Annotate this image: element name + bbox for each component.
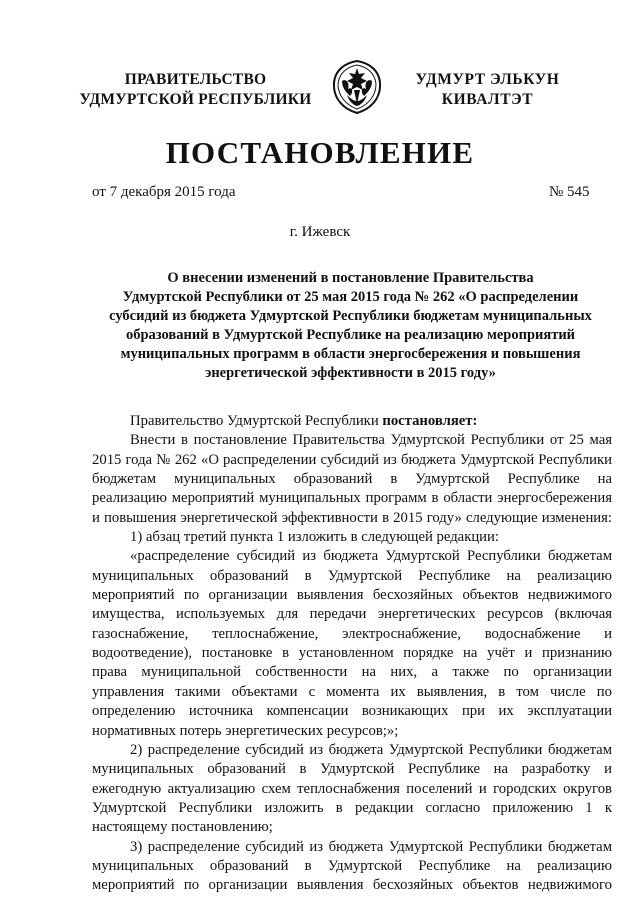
header-left-government-name [78,70,313,110]
body-line: Внести в постановление Правительства Удмуртской Республики от 25 мая [130,432,612,449]
title-line: муниципальных программ в области энергосбережения и повышения [120,346,581,362]
body-line: «распределение субсидий из бюджета Удмуртской Республики бюджетам [130,548,612,565]
body-line: 3) распределение субсидий из бюджета Удмуртской Республики бюджетам [130,838,612,855]
body-intro-line [92,412,612,431]
body-line: имущества, используемых для передачи энергетических ресурсов (включая [92,606,612,623]
body-line: 1) абзац третий пункта 1 изложить в следующей редакции: [130,529,499,546]
body-line: муниципальных образований в Удмуртской Республике на разработку и [92,761,612,778]
body-line: бюджетам муниципальных образований в Удмуртской Республике на [92,471,612,488]
header-left-line-1: ПРАВИТЕЛЬСТВО [124,71,267,88]
coat-of-arms-emblem [330,59,384,115]
body-line: муниципальных образований в Удмуртской Республике на реализацию [92,857,612,874]
header-right-line-2: КИВАЛТЭТ [441,91,534,108]
body-line: настоящему постановлению; [92,819,273,836]
body-line: муниципальных образований в Удмуртской Республике на реализацию [92,567,612,584]
body-intro: Правительство Удмуртской Республики [130,413,379,429]
document-title [92,269,609,383]
body-line: права муниципальной собственности на них, а также по организации [92,664,612,681]
body-line: водоотведение), постановке в установленном порядке на учёт и признанию [92,645,612,662]
title-line: субсидий из бюджета Удмуртской Республики бюджетам муниципальных [109,308,592,324]
body-line: определению источника компенсации возникающих при их эксплуатации [92,703,612,720]
title-line: образований в Удмуртской Республике на реализацию мероприятий [125,327,576,343]
body-line: реализацию мероприятий муниципальных программ в области энергосбережения [92,490,612,507]
body-line: и повышения энергетической эффективности в 2015 году» следующие изменения: [92,509,612,526]
document-date: от 7 декабря 2015 года [92,184,236,200]
body-line: Удмуртской Республики изложить в редакции согласно приложению 1 к [92,799,612,816]
body-line: управления такими объектами с момента их выявления, в том числе по [92,683,612,700]
body-line: газоснабжение, теплоснабжение, электроснабжение, водоснабжение и [92,625,612,642]
header-left-line-2: УДМУРТСКОЙ РЕСПУБЛИКИ [79,91,312,108]
header-right-line-1: УДМУРТ ЭЛЬКУН [415,71,560,88]
body-line: 2) распределение субсидий из бюджета Удмуртской Республики бюджетам [130,741,612,758]
document-city: г. Ижевск [289,224,351,240]
body-line: ежегодную актуализацию схем теплоснабжения поселений и городских округов [92,780,612,797]
body-line: нормативных потерь энергетических ресурсов;»; [92,722,399,739]
title-line: Удмуртской Республики от 25 мая 2015 года № 262 «О распределении [122,289,579,305]
document-number: № 545 [549,184,590,200]
title-line: О внесении изменений в постановление Правительства [167,270,534,286]
body-line: 2015 года № 262 «О распределении субсидий из бюджета Удмуртской Республики [92,451,612,468]
document-body [92,412,612,896]
body-line: мероприятий по организации выявления бесхозяйных объектов недвижимого [92,877,612,894]
header-right-government-name [400,70,575,110]
body-intro-decree-word: постановляет: [382,413,478,429]
title-line: энергетической эффективности в 2015 году» [205,365,496,381]
document-type-heading: ПОСТАНОВЛЕНИЕ [165,135,475,170]
body-line: мероприятий по организации выявления бесхозяйных объектов недвижимого [92,587,612,604]
